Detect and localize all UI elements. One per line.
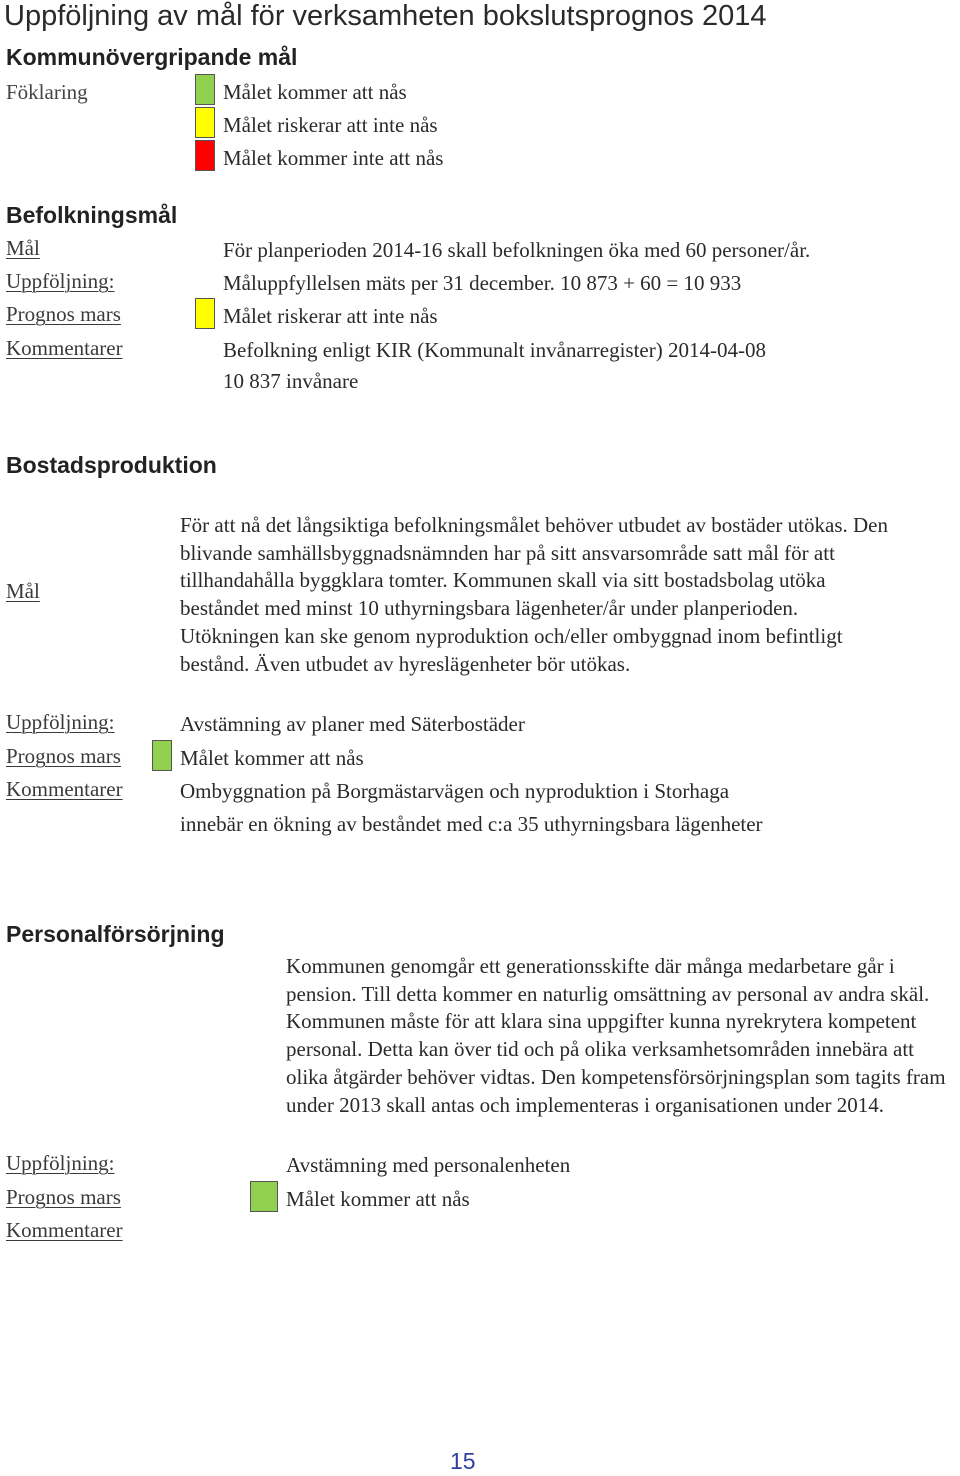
- bostad-mal-label: Mål: [6, 579, 40, 603]
- personal-prognos-text: Målet kommer att nås: [286, 1187, 470, 1211]
- personal-prognos-swatch: [250, 1181, 278, 1212]
- befolkning-mal-label: Mål: [6, 236, 40, 260]
- legend-label: Föklaring: [6, 80, 88, 104]
- page-title: Uppföljning av mål för verksamheten bokslutsprognos 2014: [4, 0, 767, 32]
- befolkning-prognos-text: Målet riskerar att inte nås: [223, 304, 438, 328]
- legend-yellow-text: Målet riskerar att inte nås: [223, 113, 438, 137]
- befolkning-mal-text: För planperioden 2014-16 skall befolkningen öka med 60 personer/år.: [223, 238, 811, 262]
- befolkning-kommentar-label: Kommentarer: [6, 336, 123, 360]
- bostad-kommentar-line2: innebär en ökning av beståndet med c:a 35 uthyrningsbara lägenheter: [180, 812, 763, 836]
- bostad-uppfoljning-label: Uppföljning:: [6, 710, 115, 734]
- personal-prognos-label: Prognos mars: [6, 1185, 121, 1209]
- legend-red-text: Målet kommer inte att nås: [223, 146, 444, 170]
- befolkning-uppfoljning-text: Måluppfyllelsen mäts per 31 december. 10 873 + 60 = 10 933: [223, 271, 742, 295]
- legend-yellow-swatch: [195, 107, 215, 138]
- legend-red-swatch: [195, 140, 215, 171]
- bostad-mal-text: För att nå det långsiktiga befolkningsmålet behöver utbudet av bostäder utökas. Den blivande samhällsbyggnadsnämnden har på sitt ansvarsområde satt mål för att tillhandahålla byggklara tomter. Kommunen skall via sitt bostadsbolag utöka beståndet med minst 10 uthyrningsbara lägenheter/år under planperioden. Utökningen kan ske genom nyproduktion och/eller ombyggnad inom befintligt bestånd. Även utbudet av hyreslägenheter bör utökas.: [180, 513, 888, 676]
- personal-uppfoljning-label: Uppföljning:: [6, 1151, 115, 1175]
- bostad-prognos-label: Prognos mars: [6, 744, 121, 768]
- page-number: 15: [450, 1448, 476, 1474]
- bostad-kommentar-line1: Ombyggnation på Borgmästarvägen och nyproduktion i Storhaga: [180, 779, 730, 803]
- befolkning-prognos-label: Prognos mars: [6, 302, 121, 326]
- personal-uppfoljning-text: Avstämning med personalenheten: [286, 1153, 571, 1177]
- personal-heading: Personalförsörjning: [6, 921, 225, 947]
- bostad-prognos-text: Målet kommer att nås: [180, 746, 364, 770]
- befolkning-kommentar-line1: Befolkning enligt KIR (Kommunalt invånarregister) 2014-04-08: [223, 338, 766, 362]
- legend-green-text: Målet kommer att nås: [223, 80, 407, 104]
- befolkning-kommentar-line2: 10 837 invånare: [223, 369, 359, 393]
- bostad-heading: Bostadsproduktion: [6, 452, 217, 478]
- befolkning-uppfoljning-label: Uppföljning:: [6, 269, 115, 293]
- bostad-prognos-swatch: [152, 740, 172, 771]
- befolkning-prognos-swatch: [195, 298, 215, 329]
- legend-green-swatch: [195, 74, 215, 105]
- personal-kommentar-label: Kommentarer: [6, 1218, 123, 1242]
- kommun-heading: Kommunövergripande mål: [6, 44, 298, 70]
- bostad-uppfoljning-text: Avstämning av planer med Säterbostäder: [180, 712, 525, 736]
- bostad-kommentar-label: Kommentarer: [6, 777, 123, 801]
- befolkning-heading: Befolkningsmål: [6, 202, 178, 228]
- personal-mal-text: Kommunen genomgår ett generationsskifte där många medarbetare går i pension. Till detta kommer en naturlig omsättning av personal av andra skäl. Kommunen måste för att klara sina uppgifter kunna nyrekrytera kompetent personal. Detta kan över tid och på olika verksamhetsområden innebära att olika åtgärder behöver vidtas. Den kompetensförsörjningsplan som tagits fram under 2013 skall antas och implementeras i organisationen under 2014.: [286, 954, 946, 1117]
